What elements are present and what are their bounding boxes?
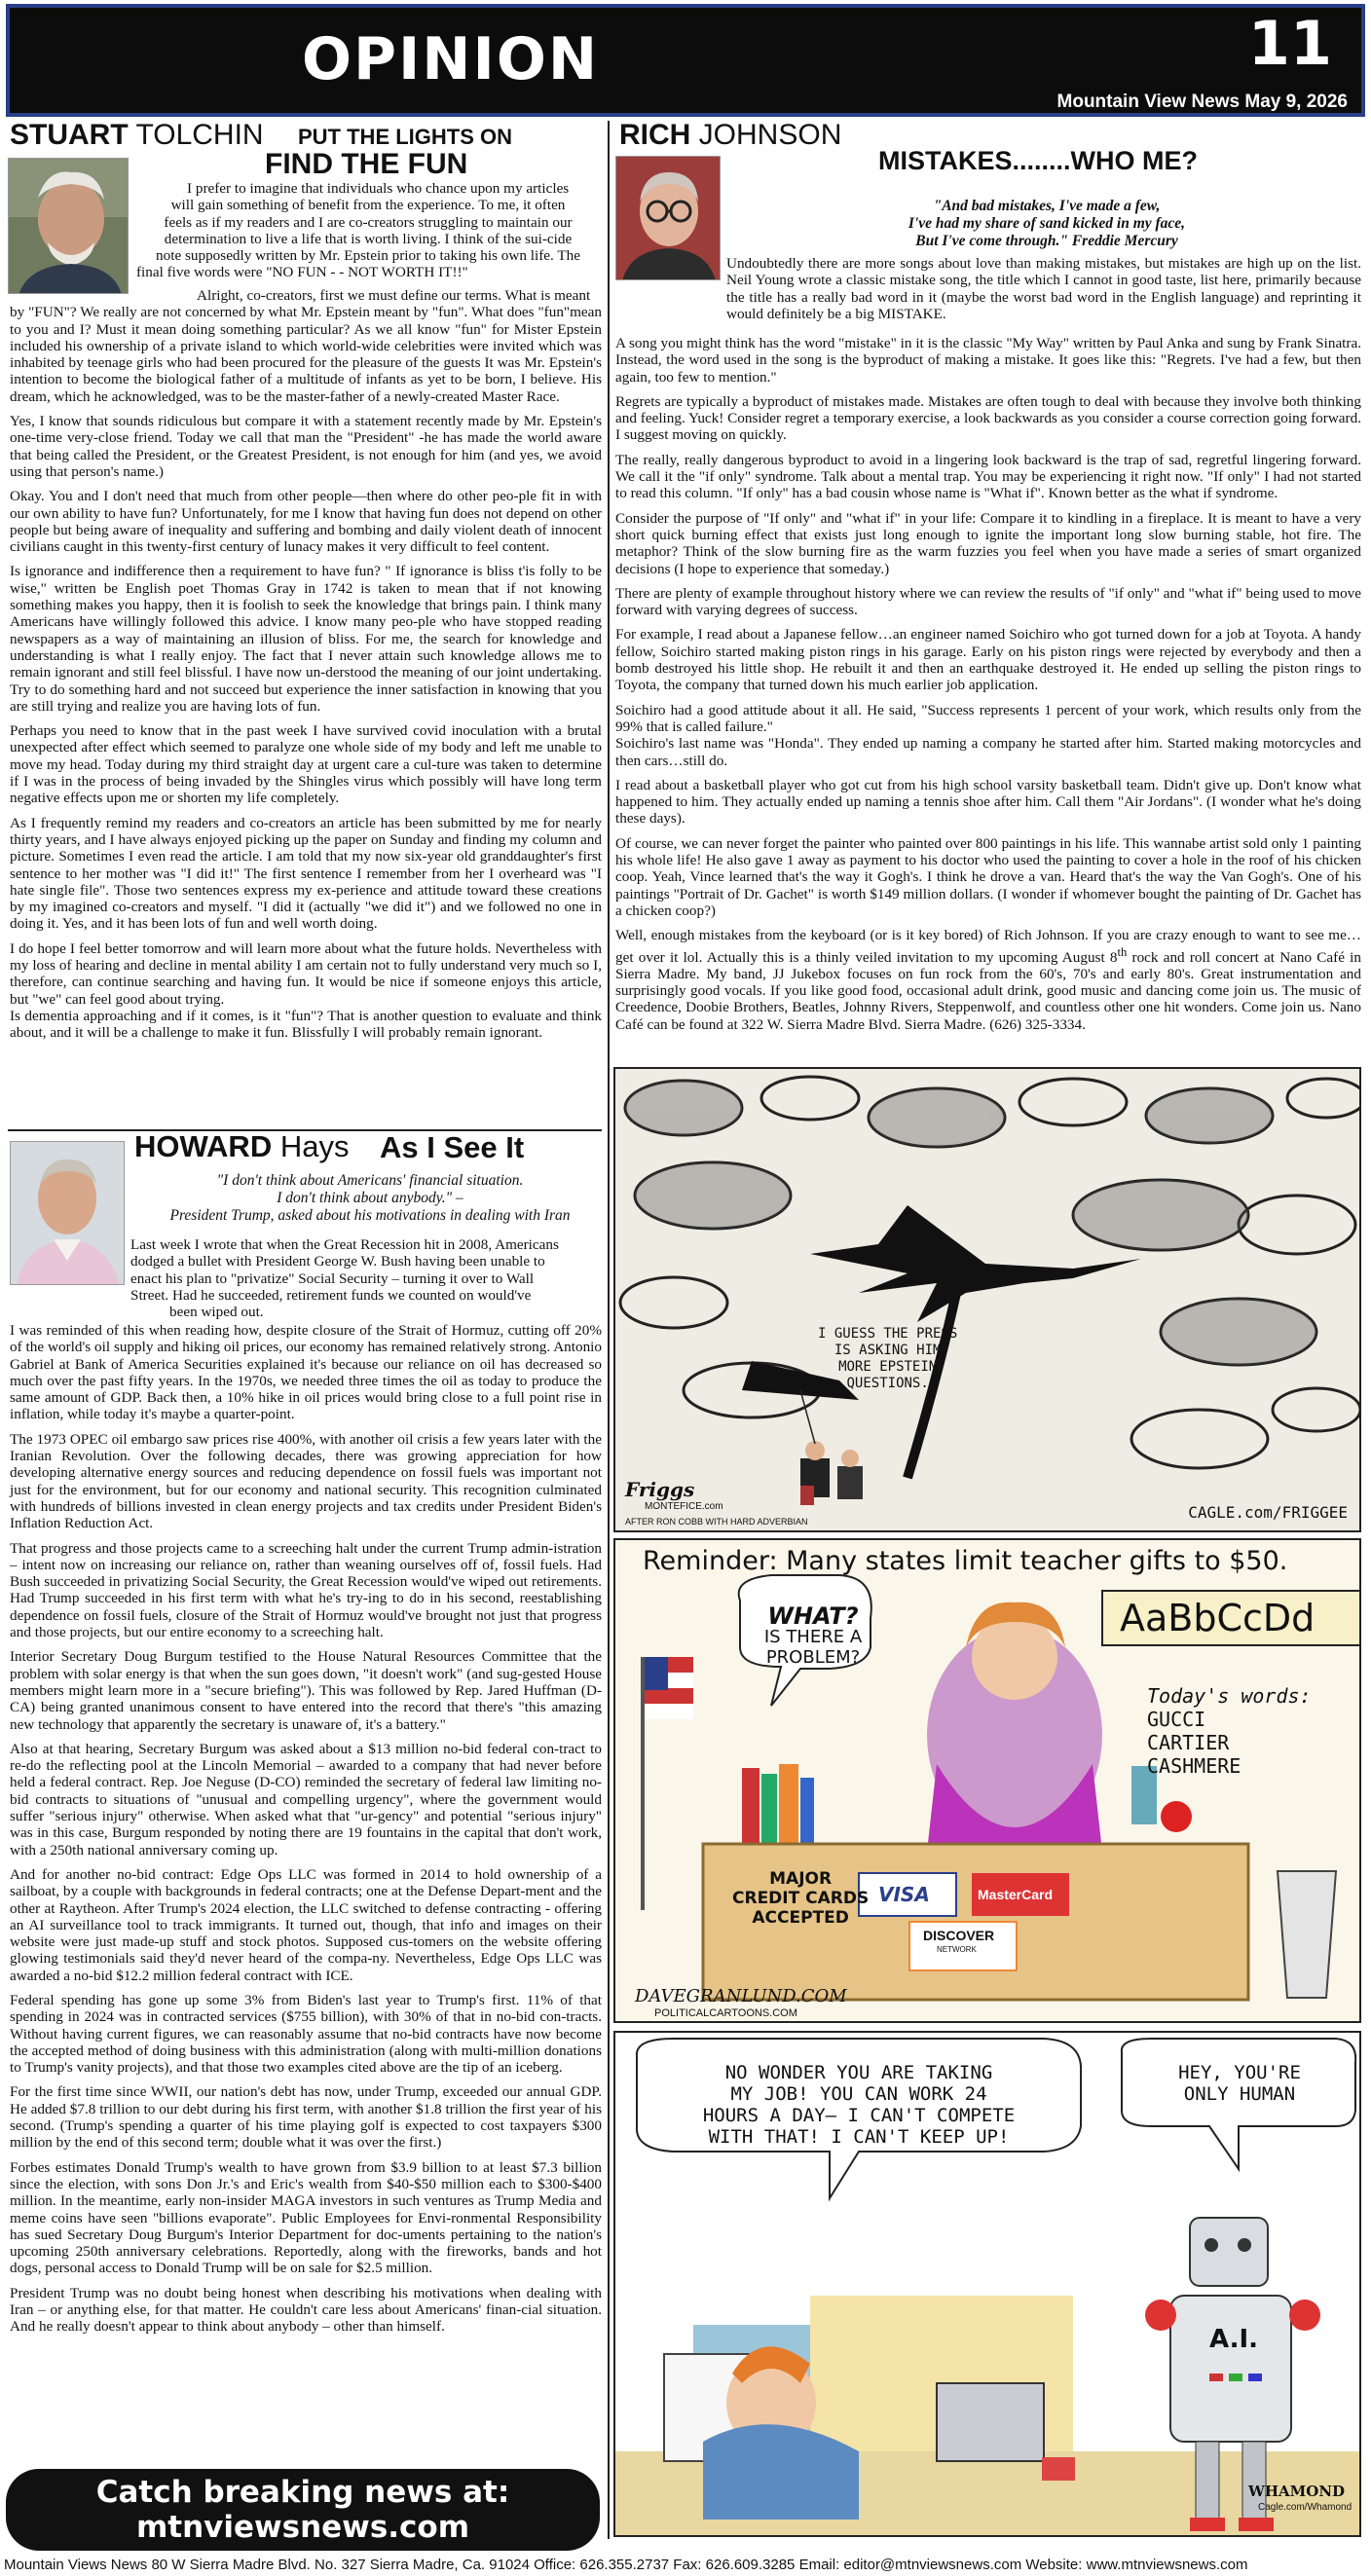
paragraph: A song you might think has the word "mistake" in it is the classic "My Way" written by Paul Anka and sung by Frank Sinatra. Instead, the word used in the song is the byproduct of making a mistake. It goes like this: "Regrets. I've had a few, but then again, too few to mention." <box>615 335 1361 386</box>
tolchin-headline: FIND THE FUN <box>265 148 468 180</box>
words-title: Today's words: <box>1147 1684 1312 1708</box>
paragraph: As I frequently remind my readers and co-creators an article has been submitted by me for nearly thirty years, and I have always enjoyed picking up the paper on Sunday and finding my column and picture. Sometimes I even read the article. I am told that my now six-year old granddaughter's first sentence to her mother was "I did it!" The first sentence I remember from her I overheard was "I hate single file". Those two sentences express my ex-perience and attitude toward these creations by my imagined co-creators and myself. "I did it (actually "we did it") and we followed no one in doing it. Yes, and it has been lots of fun and well worth doing. <box>10 814 602 933</box>
cartoon-granlund <box>613 1538 1361 2023</box>
paragraph: Undoubtedly there are more songs about love than making mistakes, but mistakes are high up on the list. Neil Young wrote a classic mistake song, the title which I cannot in good taste, list here, primarily because the title has a really bad word in it (maybe the worst bad word in the English language) and reprinting it would definitely be a big MISTAKE. <box>726 255 1361 322</box>
breaking-news-promo <box>6 2469 600 2551</box>
author-portrait-icon <box>11 1142 125 1285</box>
crater-field-illustration-icon <box>615 1069 1361 1532</box>
paragraph: Okay. You and I don't need that much from other people—then where do other peo-ple fit in with our own ability to have fun? Unfortunately, for me I know that having fun does not depend on other people but being aware of inequality and suffering and bombing and daily violent death of innocent civilians caught in this twenty-first century of lunacy makes it very difficult to feel content. <box>10 488 602 556</box>
robot-label: A.I. <box>1209 2325 1259 2354</box>
hays-quote <box>146 1172 594 1225</box>
paragraph: I was reminded of this when reading how, despite closure of the Strait of Hormuz, cutting off 20% of the world's oil supply and hiking oil prices, our economy has remained relatively strong. Antonio Gabriel at Bank of America Securities explained it's because our reliance on oil has decreased so much over the past fifty years. In the 1970s, we needed three times the oil as today to produce the same amount of GDP. Back then, a 10% hike in oil prices would bring close to a full point rise in inflation, while today it's maybe a quarter-point. <box>10 1322 602 1423</box>
paragraph: The really, really dangerous byproduct to avoid in a lingering look backward is the trap of sad, regretful lingering forward. We call it the "if only" syndrome. Talk about a mental trap. You may be experiencing it right now. "If only" I had not started to read this column. "If only" has a bad cousin whose name is "What if". Known better as the what if syndrome. <box>615 451 1361 502</box>
cartoon-friggee <box>613 1067 1361 1532</box>
text-run: rock and roll concert at Nano Café in Sierra Madre. My band, JJ Jukebox focuses on fun rock from the 60's, 70's and early 80's. Great instrumentation and surprisingly good vocals. If you like good food, occasional adult drink, good music and dancing come join us. The music of Creedence, Doobie Brothers, Beatles, Johnny Rivers, Steppenwolf, and countless other one hit wonders. Come join us. Nano Café can be found at 322 W. Sierra Madre Blvd. Sierra Madre. (626) 325-3334. <box>615 948 1361 1033</box>
bubble-line: WHAT? <box>767 1602 859 1630</box>
word-item: CARTIER <box>1147 1731 1230 1754</box>
text-line: final five words were "NO FUN - - NOT WORTH IT!!" <box>136 264 468 281</box>
quote-line: I've had my share of sand kicked in my face, <box>908 215 1186 232</box>
paragraph: There are plenty of example throughout history where we can review the results of "if only" and "what if" being used to move forward with varying degrees of success. <box>615 584 1361 619</box>
johnson-byline <box>619 119 841 152</box>
johnson-headline: MISTAKES........WHO ME? <box>878 146 1198 175</box>
paragraph: Regrets are typically a byproduct of mistakes made. Mistakes are often tough to deal with because they involve both thinking and feeling. Yuck! Consider regret a temporary exercise, a look backwards as you consider a course correction going forward. I suggest moving on quickly. <box>615 392 1361 444</box>
hays-intro <box>130 1236 600 1320</box>
johnson-quote <box>740 198 1353 250</box>
page-number: 11 <box>1247 8 1332 79</box>
cartoon-credit: POLITICALCARTOONS.COM <box>654 2007 797 2019</box>
desk-sign <box>732 1869 869 1928</box>
paragraph: Is dementia approaching and if it comes, is it "fun"? That is another question to evaluate and think about, and it will be a challenge to make it fun. Blissfully I will probably remain ignorant. <box>10 1007 602 1042</box>
text-line: I prefer to imagine that individuals who chance upon my articles <box>187 180 570 197</box>
tolchin-kicker: PUT THE LIGHTS ON <box>298 125 512 149</box>
dateline: Mountain View News May 9, 2026 <box>1056 92 1348 112</box>
text-line: dodged a bullet with President George W. Bush having been unable to <box>130 1253 545 1270</box>
text-line: enact his plan to "privatize" Social Security – turning it over to Wall <box>130 1270 535 1287</box>
cartoon-speech-bubble <box>818 1326 957 1392</box>
paragraph: Soichiro had a good attitude about it all. He said, "Success represents 1 percent of your work, which results only from the 99% that is called failure." <box>615 701 1361 735</box>
cartoon-speech-bubble <box>761 1602 865 1668</box>
paragraph: For the first time since WWII, our nation's debt has now, under Trump, exceeded our annual GDP. He added $7.8 trillion to our debt during his first term, with another $1.8 trillion the first year of his second. (Trump's spending a quarter of his time playing golf is expected to cost taxpayers $300 million by the end of this second term; double what it was over the first.) <box>10 2083 602 2152</box>
tolchin-intro <box>136 180 600 281</box>
text-run: Well, enough mistakes from the keyboard (or is it key bored) of Rich Johnson. If you are crazy enough to want to see me…get over it lol. Actually this is a thinly veiled invitation to my upcoming August 8 <box>615 927 1361 966</box>
paragraph: Yes, I know that sounds ridiculous but compare it with a statement recently made by Mr. Epstein's one-time very-close friend. Today we call that man the "President" -he has made the world aware that being called the President, or the Greatest President, is not enough for him (and yes, we avoid using that person's name.) <box>10 413 602 480</box>
paragraph: Also at that hearing, Secretary Burgum was asked about a $13 million no-bid federal con-tract to re-do the reflecting pool at the Lincoln Memorial – awarded to a company that had never before held a federal contract. Rep. Joe Neguse (D-CO) reminded the secretary of federal law limiting no-bid contracts to situations of "unusual and compelling urgency", where the government would suffer "serious injury" otherwise. When asked what that "ur-gency" and potential "serious injury" was in this case, Burgum responded by noting there are 19 fountains in the capital that don't work, with a 250th national anniversary coming up. <box>10 1740 602 1858</box>
tolchin-body <box>10 287 602 1049</box>
paragraph: Forbes estimates Donald Trump's wealth to have grown from $3.9 billion to at least $7.3 billion since the election, with sons Don Jr.'s and Eric's wealth from $40-$50 million each to $300-$400 million. In the meantime, early non-insider MAGA investors in such ventures as Trump Media and meme coins have seen "billions evaporate". Public Employees for Envi-ronmental Responsibility has sued Secretary Doug Burgum's Interior Department for doc-uments pertaining to the nation's upcoming 250th anniversary celebrations. Reportedly, along with the fireworks, bands and hot dogs, personal access to Donald Trump will be on sale for $2.5 million. <box>10 2158 602 2277</box>
quote-line: But I've come through." Freddie Mercury <box>915 233 1178 249</box>
bubble-line: QUESTIONS. <box>846 1376 929 1391</box>
cartoonist-signature: Friggs <box>625 1478 695 1501</box>
discover-sub-label: NETWORK <box>937 1945 977 1954</box>
johnson-intro <box>726 255 1361 330</box>
text-line: will gain something of benefit from the experience. To me, it often <box>170 197 566 214</box>
cartoon-whamond <box>613 2031 1361 2537</box>
discover-label: DISCOVER <box>923 1928 995 1943</box>
text-line: feels as if my readers and I are co-creators struggling to maintain our <box>164 213 573 231</box>
bubble-line: HOURS A DAY– I CAN'T COMPETE <box>702 2105 1016 2126</box>
paragraph <box>615 927 1361 1033</box>
sign-line: CREDIT CARDS <box>732 1889 870 1908</box>
quote-line: President Trump, asked about his motivations in dealing with Iran <box>169 1207 571 1224</box>
paragraph: President Trump was no doubt being honest when describing his motivations when dealing with Iran – or anything else, for that matter. He couldn't care less about Americans' finan-cial situation. And he really doesn't appear to think about anybody – other than himself. <box>10 2284 602 2336</box>
paragraph: by "FUN"? We really are not concerned by what Mr. Epstein meant by "fun". What does "fun"mean to you and I? Must it mean doing something particular? As we all know "fun" for Mister Epstein included his ownership of a private island to which world-wide celebrities were invited which was inhabited by teenage girls who had been procured for the pleasure of the guests It was Mr. Epstein's intention to become the biological father of a multitude of infants as yet to be born, I believe. His dream, which he acknowledged, was to be the master-father of a newly-created Master Race. <box>10 304 602 405</box>
visa-card-label: VISA <box>878 1883 930 1906</box>
paragraph: Consider the purpose of "If only" and "what if" in your life: Compare it to kindling in a fireplace. It is meant to have a very short quick burning effect that exists just long enough to ignite the important long slow burning stable, hot fire. The metaphor? Think of the slow burning fire as the warm fuzzies you feel when you have made a series of smart organized decisions (I hope to experience that someday.) <box>615 509 1361 577</box>
hays-body <box>10 1322 602 2343</box>
text-line: Last week I wrote that when the Great Recession hit in 2008, Americans <box>130 1236 559 1253</box>
masthead <box>6 4 1365 117</box>
bubble-line: HEY, YOU'RE <box>1178 2062 1301 2083</box>
paragraph: And for another no-bid contract: Edge Ops LLC was formed in 2014 to hold ownership of a sailboat, by a couple with backgrounds in federal contracts; one at the Defense Depart-ment and the other at Raytheon. After Trump's 2024 election, the LLC switched to defense contracting - offering an AI surveillance tool to track immigrants. It turned out, though, that info and images on their website were just made-up stuff and stock photos. Supposed cus-tomers on the website offering glowing testimonials said they'd never heard of the compa-ny. Nevertheless, Edge Ops LLC was awarded a no-bid $12.2 million federal contract with ICE. <box>10 1865 602 1984</box>
bubble-line: IS THERE A <box>763 1627 863 1647</box>
cartoonist-signature: WHAMOND <box>1248 2483 1346 2500</box>
cartoonist-signature: DAVEGRANLUND.COM <box>635 1986 847 2006</box>
bubble-line: I GUESS THE PRESS <box>818 1326 958 1342</box>
bubble-line: ONLY HUMAN <box>1183 2083 1296 2105</box>
author-last-name: TOLCHIN <box>128 119 264 151</box>
tolchin-photo <box>8 158 129 294</box>
tolchin-byline <box>10 119 264 152</box>
johnson-photo <box>615 156 721 280</box>
paragraph: I read about a basketball player who got cut from his high school varsity basketball team. Didn't give up. Don't know what happened to him. They actually ended up naming a tennis shoe after him. Call them "Air Jordans". (I wonder what he's doing these days). <box>615 776 1361 828</box>
text-line: note supposedly written by Mr. Epstein prior to taking his own life. The <box>156 247 580 265</box>
paragraph: For example, I read about a Japanese fellow…an engineer named Soichiro who got turned down for a job at Toyota. A handy fellow, Soichiro started making piston rings in his garage. Early on his piston rings were rejected by everybody and then a bomb destroyed his little shop. He rebuilt it and then an earthquake destroyed it. He ended up selling the piston rings to Toyota, the company that turned down his much earlier job application. <box>615 626 1361 694</box>
section-title: OPINION <box>302 25 600 93</box>
bubble-line: WITH THAT! I CAN'T KEEP UP! <box>708 2126 1010 2148</box>
cartoon-credit: Cagle.com/Whamond <box>1258 2502 1352 2513</box>
superscript: th <box>1117 944 1128 959</box>
hays-byline <box>134 1129 349 1164</box>
author-portrait-icon <box>9 159 129 294</box>
cartoon-speech-bubble-left <box>654 2062 1063 2148</box>
paragraph: Is ignorance and indifference then a requirement to have fun? " If ignorance is bliss t'is folly to be wise," written be English poet Thomas Gray in 1742 is taken to mean that if not knowing something makes you happy, then it is foolish to seek the knowledge that brings pain. I think many Americans have willingly followed this advice. I know many peo-ple who have stopped reading newspapers as a way of maintaining an illusion of bliss. For me, the search for knowledge and understanding is what I really enjoy. The fact that I never attain such knowledge allows me to remain ignorant and still feel blissful. I have now un-derstood the meaning of our joint undertaking. Try to do something hard and not succeed but experience the inner satisfaction in knowing that you are still trying and realize you are having lots of fun. <box>10 563 602 715</box>
cartoon-title: Reminder: Many states limit teacher gifts to $50. <box>643 1546 1288 1576</box>
text-line: Street. Had he succeeded, retirement funds we counted on would've <box>130 1286 532 1304</box>
column-divider <box>608 121 610 2539</box>
word-item: CASHMERE <box>1147 1754 1241 1778</box>
author-last-name: JOHNSON <box>690 119 842 151</box>
author-first-name: RICH <box>619 119 691 151</box>
bubble-line: MORE EPSTEIN <box>838 1359 938 1375</box>
bubble-line: NO WONDER YOU ARE TAKING <box>724 2062 993 2083</box>
promo-line: Catch breaking news at: <box>95 2475 510 2510</box>
todays-words <box>1147 1684 1312 1778</box>
paragraph: The 1973 OPEC oil embargo saw prices rise 400%, with another oil crisis a few years later with the Iranian Revolution. Over the following decades, there was growing appreciation for how developing alternative energy sources and reducing dependence on fossil fuels was important not just for the environment, but for our economy and national security. This recognition culminated with hundreds of billions invested in clean energy projects and tax credits under President Biden's Inflation Reduction Act. <box>10 1430 602 1532</box>
quote-line: I don't think about anybody." – <box>277 1190 463 1206</box>
johnson-body <box>615 335 1361 1041</box>
cartoon-after-credit: AFTER RON COBB WITH HARD ADVERBIAN <box>625 1517 808 1527</box>
author-portrait-icon <box>616 157 721 280</box>
mastercard-label: MasterCard <box>978 1887 1054 1902</box>
quote-line: "And bad mistakes, I've made a few, <box>933 198 1161 214</box>
word-item: GUCCI <box>1147 1708 1206 1731</box>
text-line: determination to live a life that is worth living. I think of the sui-cide <box>164 230 573 247</box>
paragraph: I do hope I feel better tomorrow and will learn more about what the future holds. Nevertheless with my loss of hearing and decline in mental ability I am certain not to fully understand very much so I, therefore, can continue searching and having fun. It would be nice if someone enjoys this article, but "we" can feel good about trying. <box>10 939 602 1008</box>
hays-headline: As I See It <box>380 1130 525 1164</box>
bubble-line: PROBLEM? <box>765 1647 861 1668</box>
chalkboard-letters: AaBbCcDd <box>1120 1597 1315 1639</box>
author-last-name: Hays <box>272 1129 350 1163</box>
paragraph: Federal spending has gone up some 3% from Biden's last year to Trump's first. 11% of that spending in 2024 was in contracted services ($755 billion), with 30% of that in no-bid con-tracts. Without having current figures, we can reasonably assume that no-bid contracts have now become the accepted method of doing business with this administration (along with multi-million donations to Trump's vanity projects), and that those two examples cited above are the tip of an iceberg. <box>10 1991 602 2077</box>
paragraph: That progress and those projects came to a screeching halt under the current Trump admin-istration – intent now on increasing our reliance on, rather than weaning ourselves off of, fossil fuels. Had Bush succeeded in privatizing Social Security, the Great Recession would've wiped out retirements. Had Trump succeeded in his first term with what he's try-ing to do in his second, reestablishing dependence on fossil fuels, closure of the Strait of Hormuz would've brought not just that progress and those projects, but our entire economy to a screeching halt. <box>10 1539 602 1641</box>
bubble-line: IS ASKING HIM <box>834 1343 942 1358</box>
paragraph: Soichiro's last name was "Honda". They ended up naming a company he started after him. Started making motorcycles and then cars…still do. <box>615 735 1361 769</box>
sign-line: ACCEPTED <box>752 1908 849 1928</box>
promo-website-link[interactable]: mtnviewsnews.com <box>135 2510 470 2545</box>
cartoon-speech-bubble-right <box>1131 2062 1348 2105</box>
text-line: been wiped out. <box>169 1304 264 1321</box>
contact-footer: Mountain Views News 80 W Sierra Madre Blvd. No. 327 Sierra Madre, Ca. 91024 Office: 626.355.2737 Fax: 626.609.3285 Email: editor@mtnviewsnews.com Website: www.mtnviewsnews.com <box>4 2557 1248 2573</box>
bubble-line: MY JOB! YOU CAN WORK 24 <box>730 2083 987 2105</box>
paragraph: Of course, we can never forget the painter who painted over 800 paintings in his life. This wannabe artist sold only 1 painting his whole life! He also gave 1 away as payment to his doctor who used the painting to cover a hole in the roof of his chicken coop. Yeah, Vince learned that's the way it Gogh's. I think he drove a van. Heard that's the way the Van Gogh's. One of his paintings "Portrait of Dr. Gachet" is worth $149 million dollars. (I wonder if whomever bought the painting of Dr. Gachet has a chicken coop?) <box>615 834 1361 919</box>
paragraph: Interior Secretary Doug Burgum testified to the House Natural Resources Committee that the problem with solar energy is that when the sun goes down, "it doesn't work" (and sug-gested House members might learn more in a "secure briefing"). This was followed by Rep. Jared Huffman (D-CA) being granted unanimous consent to have entered into the record that there's "this amazing new technology that apparently the secretary is unaware of, it's a battery." <box>10 1648 602 1733</box>
cartoon-site: MONTEFICE.com <box>645 1501 723 1512</box>
author-first-name: HOWARD <box>134 1129 273 1163</box>
quote-line: "I don't think about Americans' financial situation. <box>216 1172 524 1189</box>
paragraph: Perhaps you need to know that in the past week I have survived covid inoculation with a brutal unexpected after effect which seemed to paralyze one whole side of my body and left me unable to move my head. Today during my third straight day at urgent care a cul-ture was taken to determine if I was in the process of being invaded by the Shingles virus which possibly will have long term negative effects upon me or shorten my life completely. <box>10 722 602 807</box>
paragraph: Alright, co-creators, first we must define our terms. What is meant <box>197 287 591 304</box>
cartoon-credit: CAGLE.com/FRIGGEE <box>1188 1503 1348 1522</box>
hays-photo <box>10 1141 125 1285</box>
author-first-name: STUART <box>10 119 129 151</box>
sign-line: MAJOR <box>769 1869 833 1889</box>
